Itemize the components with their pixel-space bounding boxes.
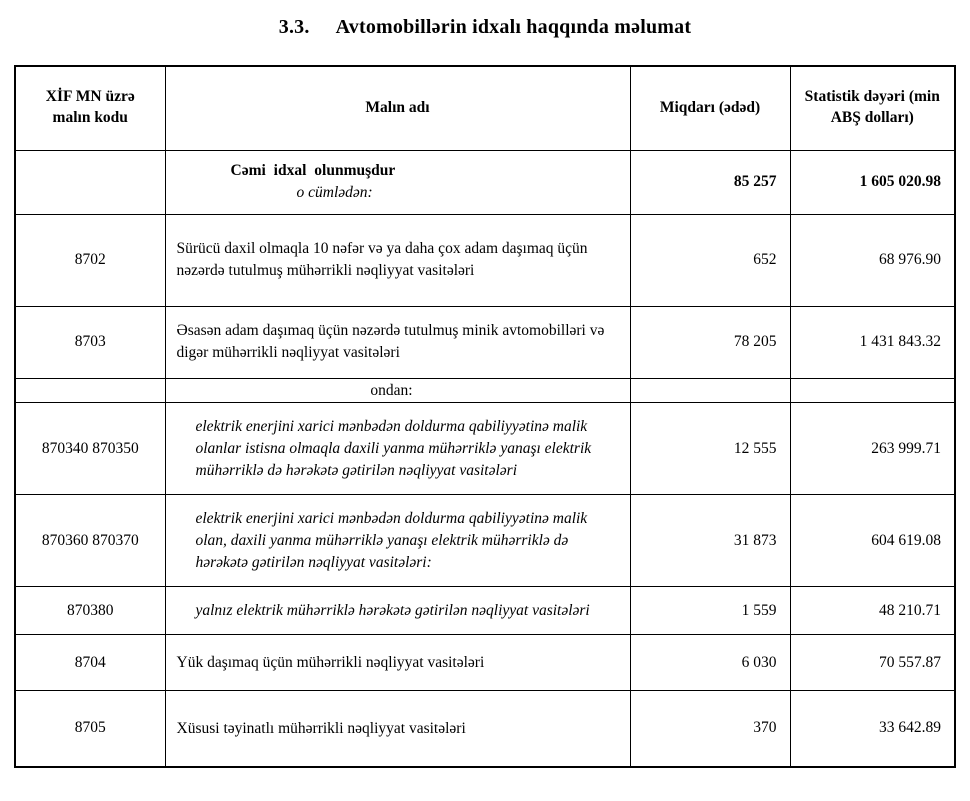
statistic-value: 1 431 843.32 (790, 306, 955, 378)
commodity-code: 8702 (15, 214, 165, 306)
statistic-value: 48 210.71 (790, 587, 955, 635)
quantity-value (630, 378, 790, 403)
statistic-value: 604 619.08 (790, 495, 955, 587)
goods-name: Xüsusi təyinatlı mühərrikli nəqliyyat vasitələri (165, 691, 630, 767)
subheading-label: ondan: (165, 378, 630, 403)
commodity-code: 8703 (15, 306, 165, 378)
commodity-code: 8704 (15, 635, 165, 691)
statistic-value: 70 557.87 (790, 635, 955, 691)
statistic-value (790, 378, 955, 403)
quantity-value: 85 257 (630, 150, 790, 214)
table-row (15, 306, 955, 378)
quantity-value: 1 559 (630, 587, 790, 635)
table-row (15, 214, 955, 306)
table-row-total (15, 150, 955, 214)
header-commodity-code: XİF MN üzrə malın kodu (15, 66, 165, 150)
table-row (15, 403, 955, 495)
commodity-code (15, 378, 165, 403)
goods-name: Sürücü daxil olmaqla 10 nəfər və ya daha çox adam daşımaq üçün nəzərdə tutulmuş mühərrikli nəqliyyat vasitələri (165, 214, 630, 306)
quantity-value: 6 030 (630, 635, 790, 691)
statistic-value: 1 605 020.98 (790, 150, 955, 214)
quantity-value: 652 (630, 214, 790, 306)
table-row (15, 587, 955, 635)
quantity-value: 31 873 (630, 495, 790, 587)
goods-name: yalnız elektrik mühərriklə hərəkətə gətirilən nəqliyyat vasitələri (165, 587, 630, 635)
statistic-value: 33 642.89 (790, 691, 955, 767)
commodity-code: 870340 870350 (15, 403, 165, 495)
total-sublabel: o cümlədən: (296, 184, 373, 201)
statistic-value: 263 999.71 (790, 403, 955, 495)
quantity-value: 12 555 (630, 403, 790, 495)
quantity-value: 78 205 (630, 306, 790, 378)
goods-name: Əsasən adam daşımaq üçün nəzərdə tutulmuş minik avtomobilləri və digər mühərrikli nəqliyyat vasitələri (165, 306, 630, 378)
section-number: 3.3. (278, 16, 310, 38)
commodity-code (15, 150, 165, 214)
commodity-code: 870360 870370 (15, 495, 165, 587)
table-row (15, 635, 955, 691)
header-goods-name: Malın adı (165, 66, 630, 150)
table-header-row (15, 66, 955, 150)
header-quantity: Miqdarı (ədəd) (630, 66, 790, 150)
table-row-subheading (15, 378, 955, 403)
page-title (0, 16, 970, 39)
total-label: Cəmi idxal olunmuşdur (230, 162, 396, 180)
goods-name: elektrik enerjini xarici mənbədən doldurma qabiliyyətinə malik olanlar istisna olmaqla daxili yanma mühərriklə yanaşı elektrik mühərriklə də hərəkətə gətirilən nəqliyyat vasitələri (165, 403, 630, 495)
statistic-value: 68 976.90 (790, 214, 955, 306)
goods-name (165, 150, 630, 214)
header-statistic-value: Statistik dəyəri (min ABŞ dolları) (790, 66, 955, 150)
import-data-table (14, 65, 956, 768)
commodity-code: 8705 (15, 691, 165, 767)
goods-name: elektrik enerjini xarici mənbədən doldurma qabiliyyətinə malik olan, daxili yanma mühərriklə yanaşı elektrik mühərriklə də hərəkətə gətirilən nəqliyyat vasitələri: (165, 495, 630, 587)
section-title-text: Avtomobillərin idxalı haqqında məlumat (335, 16, 692, 38)
commodity-code: 870380 (15, 587, 165, 635)
goods-name: Yük daşımaq üçün mühərrikli nəqliyyat vasitələri (165, 635, 630, 691)
table-row (15, 495, 955, 587)
table-row (15, 691, 955, 767)
quantity-value: 370 (630, 691, 790, 767)
